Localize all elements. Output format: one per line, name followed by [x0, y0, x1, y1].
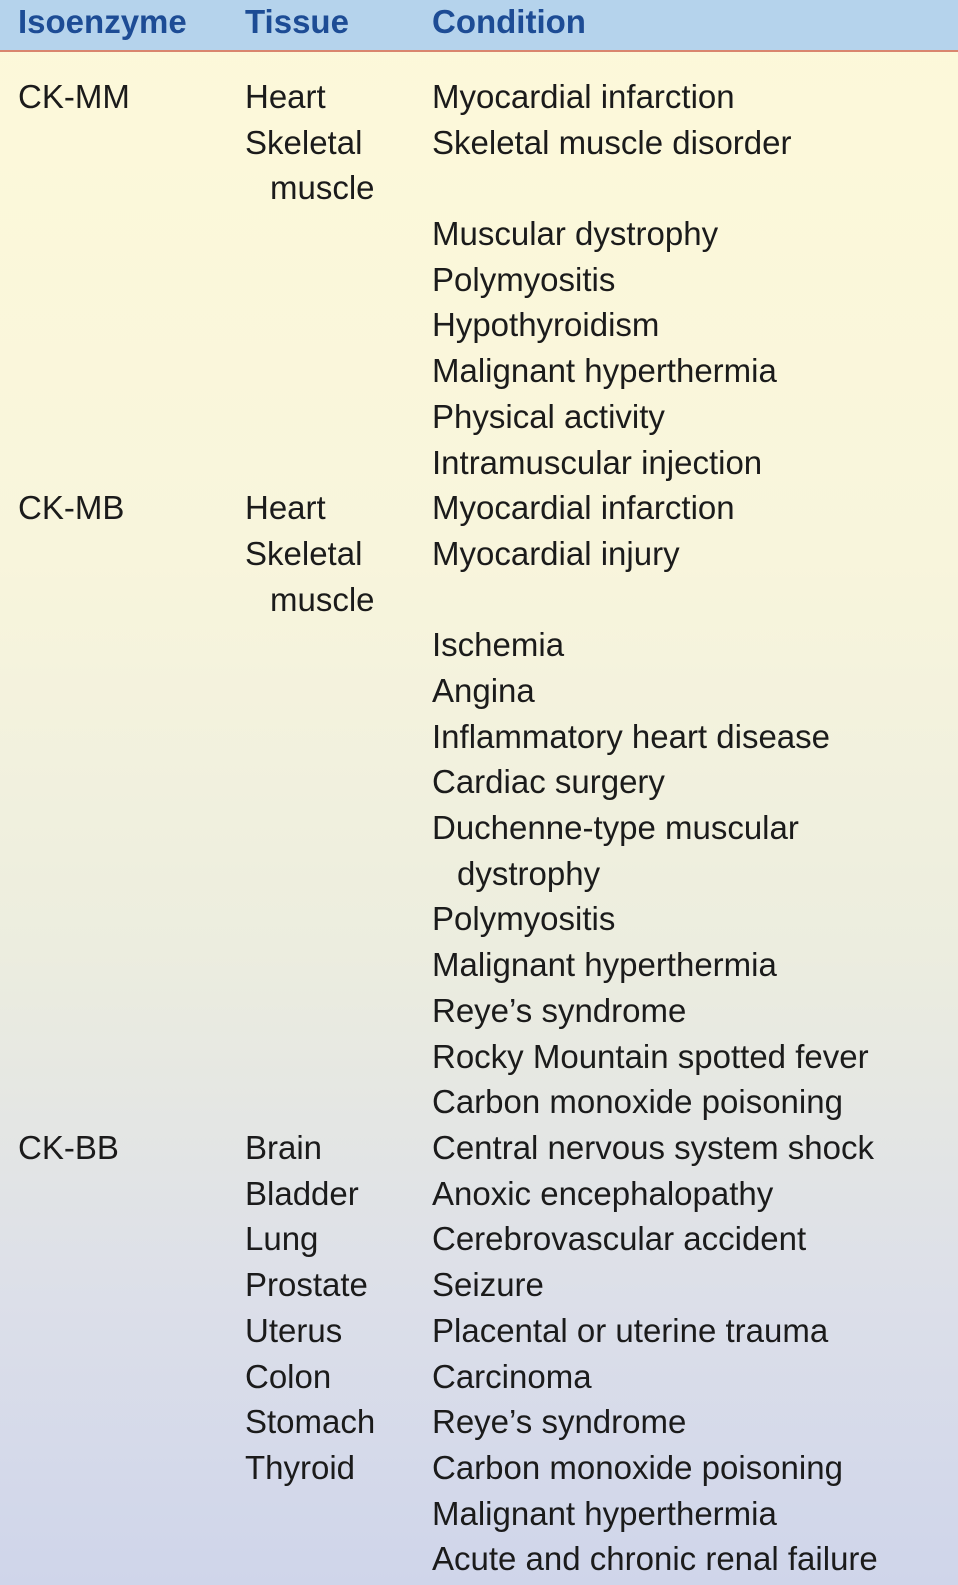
condition-line: Anoxic encephalopathy: [432, 1174, 774, 1212]
isoenzyme-name: CK-BB: [18, 1129, 119, 1167]
table-row-group: [0, 74, 958, 485]
table-body: [0, 74, 958, 1582]
tissue-line: muscle: [270, 169, 375, 207]
tissue-line: Colon: [245, 1357, 332, 1395]
isoenzyme-cell: [18, 1125, 119, 1171]
condition-line: Cerebrovascular accident: [432, 1220, 807, 1258]
isoenzyme-name: CK-MB: [18, 489, 125, 527]
tissue-line: Stomach: [245, 1403, 376, 1441]
tissue-line: Thyroid: [245, 1448, 356, 1486]
header-isoenzyme: Isoenzyme: [18, 3, 187, 40]
condition-line: Polymyositis: [432, 260, 616, 298]
isoenzyme-cell: [18, 485, 124, 531]
condition-line: Acute and chronic renal failure: [432, 1540, 878, 1578]
header-condition: Condition: [432, 3, 586, 40]
condition-line: Seizure: [432, 1266, 544, 1304]
tissue-line: Brain: [245, 1129, 323, 1167]
condition-line: Carbon monoxide poisoning: [432, 1083, 843, 1121]
condition-line: Myocardial injury: [432, 534, 680, 572]
condition-line: Carcinoma: [432, 1357, 592, 1395]
condition-line: Placental or uterine trauma: [432, 1311, 829, 1349]
condition-line: Angina: [432, 672, 535, 710]
tissue-line: Bladder: [245, 1174, 359, 1212]
condition-line: Cardiac surgery: [432, 763, 665, 801]
isoenzyme-cell: [18, 74, 130, 120]
tissue-cell: [245, 1125, 375, 1491]
condition-line: Inflammatory heart disease: [432, 717, 831, 755]
table-header: [0, 0, 958, 52]
isoenzyme-name: CK-MM: [18, 78, 130, 115]
tissue-line: Skeletal: [245, 123, 363, 161]
condition-line: Muscular dystrophy: [432, 215, 719, 253]
tissue-line: Skeletal: [245, 534, 363, 572]
condition-line: Hypothyroidism: [432, 306, 660, 344]
tissue-line: Prostate: [245, 1266, 368, 1304]
condition-line: Malignant hyperthermia: [432, 1494, 777, 1532]
tissue-line: Lung: [245, 1220, 319, 1258]
condition-line: [432, 577, 869, 623]
condition-line: Myocardial infarction: [432, 489, 735, 527]
condition-line: Physical activity: [432, 397, 665, 435]
condition-line: Polymyositis: [432, 900, 616, 938]
tissue-line: Heart: [245, 489, 326, 527]
condition-line: Myocardial infarction: [432, 78, 735, 115]
tissue-line: Uterus: [245, 1311, 343, 1349]
header-tissue: Tissue: [245, 3, 349, 40]
condition-line: Ischemia: [432, 626, 565, 664]
tissue-cell: [245, 485, 375, 622]
condition-line: Malignant hyperthermia: [432, 352, 777, 390]
table-row-group: [0, 485, 958, 1125]
condition-line: Intramuscular injection: [432, 443, 763, 481]
tissue-line: Heart: [245, 78, 326, 115]
condition-line: [432, 165, 792, 211]
condition-line: dystrophy: [457, 854, 601, 892]
condition-line: Rocky Mountain spotted fever: [432, 1037, 869, 1075]
condition-line: Carbon monoxide poisoning: [432, 1448, 843, 1486]
condition-cell: [432, 74, 792, 485]
condition-line: Skeletal muscle disorder: [432, 123, 792, 161]
tissue-cell: [245, 74, 375, 211]
condition-line: Malignant hyperthermia: [432, 946, 777, 984]
condition-cell: [432, 485, 869, 1125]
condition-line: Central nervous system shock: [432, 1129, 875, 1167]
tissue-line: muscle: [270, 580, 375, 618]
condition-cell: [432, 1125, 878, 1582]
condition-line: Duchenne-type muscular: [432, 809, 799, 847]
condition-line: Reye’s syndrome: [432, 991, 687, 1029]
condition-line: Reye’s syndrome: [432, 1403, 687, 1441]
table-row-group: [0, 1125, 958, 1582]
